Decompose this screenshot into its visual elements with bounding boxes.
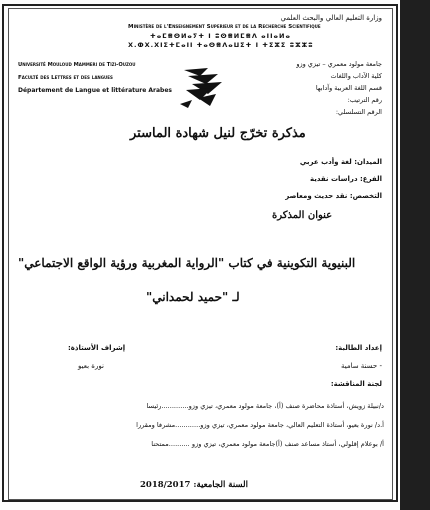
tifinagh-line-1: ⵜⴰⵎⴻⵙⵍⴰⵢⵜ ⵏ ⵓⵙⴻⵍⵎⴻⴷ ⴰⵏⵏⴰⵍⴰ — [150, 32, 291, 40]
student-name: - حسنة سامية — [340, 362, 382, 370]
serial-ar: الرقم التسلسلي: — [335, 108, 382, 116]
academic-year: السنة الجامعية: 2018/2017 — [140, 480, 248, 490]
supervisor-label: إشراف الأستاذة: — [68, 344, 126, 352]
department-ar: قسم اللغة العربية وآدابها — [315, 84, 382, 92]
committee-member-3: أ/ بوعلام إقلولي، أستاذ مساعد صنف (أ)جامعة مولود معمري، تيزي وزو ..........ممتحنا — [151, 440, 384, 448]
right-edge-bar — [400, 0, 430, 510]
university-logo-icon — [178, 64, 226, 108]
committee-member-1: د/نبيلة زويش، أستاذة محاضرة صنف (أ)، جامعة مولود معمري، تيزي وزو.............رئيسا — [146, 402, 384, 410]
supervisor-name: نورة بعيو — [78, 362, 104, 370]
field-specialty: التخصص: نقد حديث ومعاصر — [285, 192, 382, 200]
ministry-ar: وزارة التعليم العالي والبحث العلمي — [280, 14, 382, 22]
faculty-ar: كلية الآداب واللغات — [330, 72, 382, 80]
committee-member-2: أ.د/ نورة بعيو، أستاذة التعليم العالي، جامعة مولود معمري، تيزي وزو............مشرفا ومقررا — [136, 421, 384, 429]
thesis-title-line-1: البنيوية التكوينية في كتاب "الرواية المغربية ورؤية الواقع الاجتماعي" — [18, 256, 356, 270]
tifinagh-line-2: ⵝ.ⵀⵝ.ⵝⵏⵉⵜⵎⴰⵏⵏ ⵜⴰⵙⴻⴷⴰⵡⵉⵜ ⵏ ⵜⵉⵣⵉ ⵓⵣⵣⵓ — [128, 41, 314, 49]
committee-label: لجنة المناقشة: — [330, 380, 382, 388]
field-branch: الفرع: دراسات نقدية — [309, 175, 382, 183]
prepared-by-label: إعداد الطالبة: — [335, 344, 382, 352]
faculty-fr: Faculté des Lettres et des langues — [18, 75, 113, 81]
thesis-title-line-2: لـ "حميد لحمداني" — [146, 290, 240, 304]
ministry-fr: Ministère de l'Enseignement Superieur et de la Recherche Scientifique — [128, 24, 321, 30]
number-ar: رقم الترتيب: — [347, 96, 382, 104]
department-fr: Département de Langue et littérature Arabes — [18, 87, 172, 94]
university-ar: جامعة مولود معمري – تيزي وزو — [296, 60, 382, 68]
memo-title: مذكرة تخرّج لنيل شهادة الماستر — [130, 126, 306, 141]
university-fr: Université Mouloud Mammeri de Tizi-Ouzou — [18, 62, 136, 68]
memo-heading: عنوان المذكرة — [272, 210, 333, 221]
field-domain: الميدان: لغة وأدب عربي — [299, 158, 382, 166]
